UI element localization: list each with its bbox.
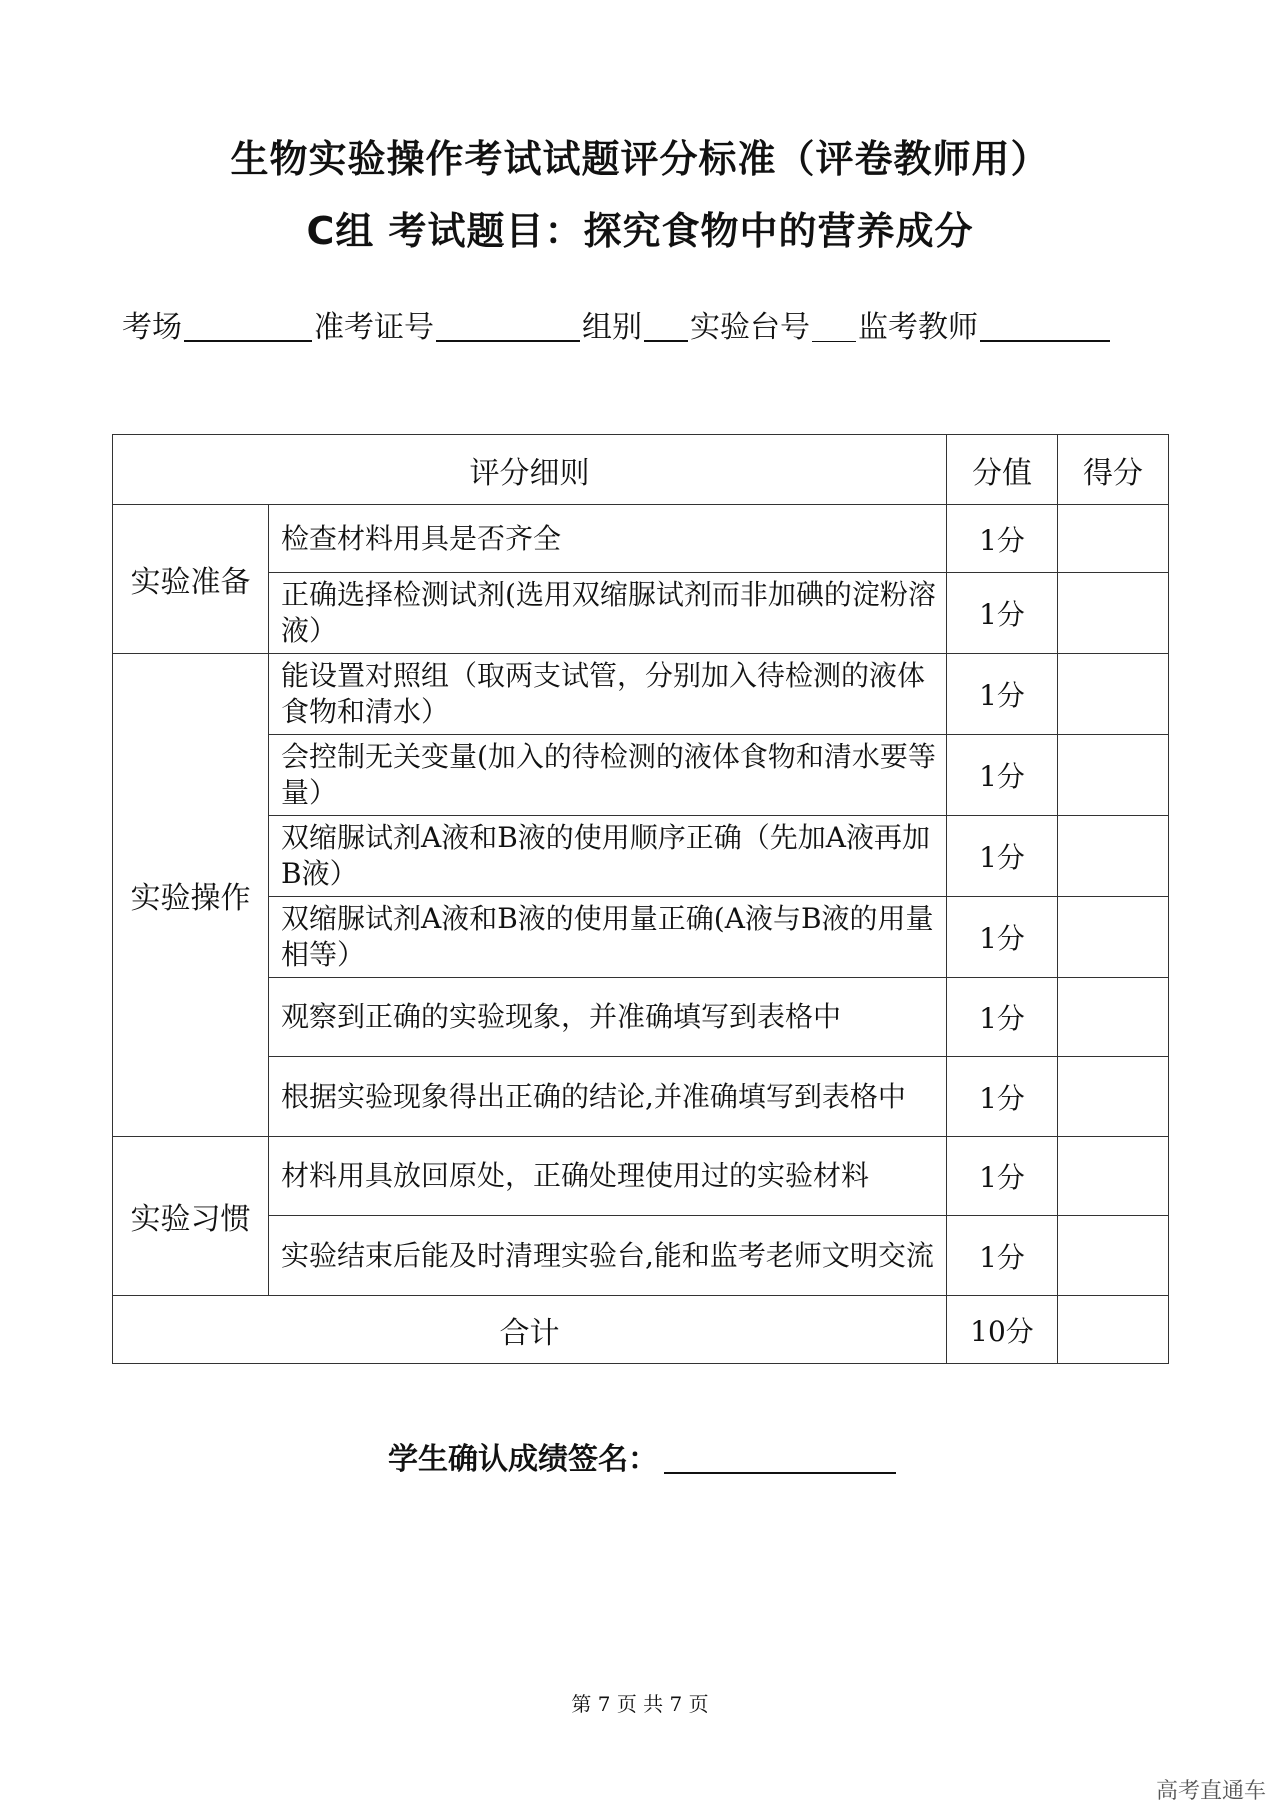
points-cell: 1分 [947,978,1058,1057]
points-cell: 1分 [947,505,1058,573]
points-cell: 1分 [947,1216,1058,1296]
header-score: 得分 [1058,435,1169,505]
exam-room-field[interactable] [184,310,312,342]
criterion-cell: 双缩脲试剂A液和B液的使用顺序正确（先加A液再加B液） [269,816,947,897]
watermark-text: 高考直通车 [1155,1779,1266,1804]
score-cell[interactable] [1058,1137,1169,1216]
category-cell: 实验操作 [113,654,269,1137]
table-row [113,654,1169,735]
table-row [113,505,1169,573]
document-title: 生物实验操作考试试题评分标准（评卷教师用） [230,137,1050,181]
criterion-cell: 能设置对照组（取两支试管，分别加入待检测的液体食物和清水） [269,654,947,735]
total-row [113,1296,1169,1364]
header-criteria: 评分细则 [113,435,947,505]
criterion-cell: 正确选择检测试剂(选用双缩脲试剂而非加碘的淀粉溶液） [269,573,947,654]
score-cell[interactable] [1058,897,1169,978]
bench-no-label: 实验台号 [690,310,810,345]
table-header-row [113,435,1169,505]
points-cell: 1分 [947,654,1058,735]
table-row [113,573,1169,654]
signature-field[interactable] [664,1442,896,1474]
table-row [113,735,1169,816]
points-cell: 1分 [947,1057,1058,1137]
score-cell[interactable] [1058,978,1169,1057]
total-score-cell[interactable] [1058,1296,1169,1364]
criterion-cell: 检查材料用具是否齐全 [269,505,947,573]
points-cell: 1分 [947,573,1058,654]
page-footer: 第 7 页 共 7 页 [571,1692,709,1716]
scoring-table [112,434,1169,1364]
category-cell: 实验准备 [113,505,269,654]
table-row [113,978,1169,1057]
document-subtitle: C组 考试题目：探究食物中的营养成分 [306,209,974,253]
exam-room-label: 考场 [122,310,182,345]
score-cell[interactable] [1058,573,1169,654]
total-points: 10分 [947,1296,1058,1364]
total-label: 合计 [113,1296,947,1364]
signature-label: 学生确认成绩签名： [388,1442,658,1477]
signature-line [388,1434,896,1478]
table-row [113,816,1169,897]
criterion-cell: 观察到正确的实验现象，并准确填写到表格中 [269,978,947,1057]
criterion-cell: 实验结束后能及时清理实验台,能和监考老师文明交流 [269,1216,947,1296]
admission-no-label: 准考证号 [314,310,434,345]
admission-no-field[interactable] [436,310,580,342]
bench-no-field[interactable] [812,311,856,342]
exam-info-line [122,302,1112,346]
criterion-cell: 根据实验现象得出正确的结论,并准确填写到表格中 [269,1057,947,1137]
table-row [113,1137,1169,1216]
points-cell: 1分 [947,897,1058,978]
table-row [113,1216,1169,1296]
points-cell: 1分 [947,1137,1058,1216]
proctor-field[interactable] [980,310,1110,342]
criterion-cell: 材料用具放回原处，正确处理使用过的实验材料 [269,1137,947,1216]
points-cell: 1分 [947,816,1058,897]
score-cell[interactable] [1058,816,1169,897]
header-points: 分值 [947,435,1058,505]
score-cell[interactable] [1058,735,1169,816]
score-cell[interactable] [1058,654,1169,735]
table-row [113,897,1169,978]
group-label: 组别 [582,310,642,345]
proctor-label: 监考教师 [858,310,978,345]
table-row [113,1057,1169,1137]
group-field[interactable] [644,310,688,342]
criterion-cell: 会控制无关变量(加入的待检测的液体食物和清水要等量） [269,735,947,816]
points-cell: 1分 [947,735,1058,816]
score-cell[interactable] [1058,1216,1169,1296]
criterion-cell: 双缩脲试剂A液和B液的使用量正确(A液与B液的用量相等） [269,897,947,978]
score-cell[interactable] [1058,505,1169,573]
score-cell[interactable] [1058,1057,1169,1137]
category-cell: 实验习惯 [113,1137,269,1296]
